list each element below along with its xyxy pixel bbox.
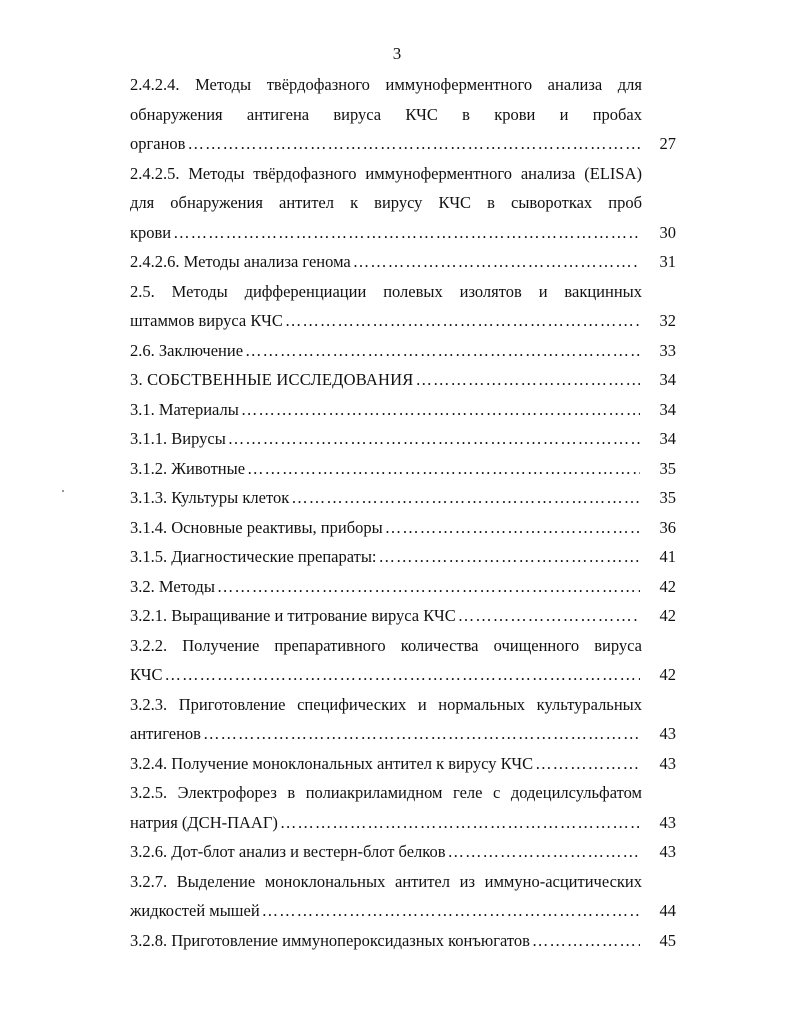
toc-entry-title: 3.1.4. Основные реактивы, приборы [130, 517, 383, 537]
dot-leader [217, 572, 640, 602]
toc-entry [130, 336, 676, 366]
toc-entry-page: 34 [659, 429, 676, 448]
dot-leader [228, 424, 640, 454]
toc-entry-page: 35 [659, 488, 676, 507]
toc-entry-title: 3.2. Методы [130, 576, 215, 596]
toc-entry-page: 32 [659, 311, 676, 330]
dot-leader [241, 395, 640, 425]
toc-entry-text-line: 2.4.2.5. Методы твёрдофазного иммуноферментного анализа (ELISA) [130, 163, 642, 183]
toc-entry-page: 42 [659, 606, 676, 625]
dot-leader [458, 601, 640, 631]
toc-entry-title: 3.2.4. Получение моноклональных антител к вирусу КЧС [130, 753, 534, 773]
toc-entry [130, 778, 676, 837]
toc-entry [130, 749, 676, 779]
toc-entry-title: 2.4.2.6. Методы анализа генома [130, 252, 351, 271]
toc-entry-page: 27 [659, 134, 676, 153]
toc-entry-page: 36 [659, 517, 676, 537]
toc-entry-title: антигенов [130, 724, 201, 743]
dot-leader [385, 513, 640, 543]
dot-leader [173, 218, 640, 248]
toc-entry-page: 43 [659, 812, 676, 832]
toc-entry-text-line: 3.2.3. Приготовление специфических и нормальных культуральных [130, 694, 642, 714]
toc-entry-title: 3.1.3. Культуры клеток [130, 488, 290, 507]
toc-entry-text-line: 2.4.2.4. Методы твёрдофазного иммуноферментного анализа для [130, 75, 642, 94]
table-of-contents [130, 70, 676, 955]
toc-entry-page: 35 [659, 458, 676, 478]
toc-entry-text-line: 2.5. Методы дифференциации полевых изолятов и вакцинных [130, 281, 642, 301]
toc-entry [130, 837, 676, 867]
toc-entry-page: 43 [659, 753, 676, 773]
toc-entry [130, 70, 676, 159]
toc-entry [130, 277, 676, 336]
toc-entry [130, 690, 676, 749]
dot-leader [415, 365, 640, 395]
dot-leader [187, 129, 640, 159]
toc-entry-text-line: 3.2.5. Электрофорез в полиакриламидном геле с додецилсульфатом [130, 783, 642, 802]
toc-entry [130, 395, 676, 425]
dot-leader [262, 896, 640, 926]
toc-entry [130, 247, 676, 277]
dot-leader [245, 336, 640, 366]
toc-entry-title: натрия (ДСН-ПААГ) [130, 812, 278, 832]
toc-entry-title: 3.1.1. Вирусы [130, 429, 226, 448]
toc-entry-title: штаммов вируса КЧС [130, 311, 283, 330]
toc-entry-text-line: для обнаружения антител к вирусу КЧС в сыворотках проб [130, 193, 642, 212]
toc-entry-title: 3.1.5. Диагностические препараты: [130, 547, 377, 566]
toc-entry-page: 44 [659, 901, 676, 920]
toc-entry-title: 3.1. Материалы [130, 399, 239, 419]
scan-speck [62, 490, 64, 492]
toc-entry-title: КЧС [130, 665, 163, 684]
toc-entry-text-line: обнаружения антигена вируса КЧС в крови и пробах [130, 104, 642, 124]
toc-entry-page: 41 [659, 547, 676, 566]
toc-entry [130, 926, 676, 956]
toc-entry [130, 867, 676, 926]
dot-leader [535, 749, 640, 779]
toc-entry-page: 33 [659, 340, 676, 360]
dot-leader [285, 306, 640, 336]
toc-entry-title: 3.2.6. Дот-блот анализ и вестерн-блот белков [130, 842, 446, 861]
toc-entry [130, 601, 676, 631]
toc-entry-title: 3.1.2. Животные [130, 458, 246, 478]
toc-entry [130, 424, 676, 454]
toc-entry-page: 45 [659, 930, 676, 950]
toc-entry [130, 159, 676, 248]
toc-entry [130, 513, 676, 543]
toc-entry-title: 3.2.1. Выращивание и титрование вируса КЧС [130, 606, 456, 625]
toc-entry-title: крови [130, 222, 172, 242]
toc-entry-title: жидкостей мышей [130, 901, 260, 920]
toc-entry [130, 542, 676, 572]
toc-entry-page: 43 [659, 842, 676, 861]
dot-leader [203, 719, 640, 749]
dot-leader [448, 837, 640, 867]
toc-entry-title: 3.2.8. Приготовление иммунопероксидазных конъюгатов [130, 930, 530, 950]
dot-leader [291, 483, 640, 513]
toc-entry [130, 572, 676, 602]
dot-leader [280, 808, 640, 838]
toc-entry-title: 3. СОБСТВЕННЫЕ ИССЛЕДОВАНИЯ [130, 370, 414, 389]
toc-entry-page: 42 [659, 576, 676, 596]
toc-entry-page: 43 [659, 724, 676, 743]
toc-entry [130, 483, 676, 513]
dot-leader [165, 660, 640, 690]
toc-entry [130, 365, 676, 395]
dot-leader [379, 542, 640, 572]
dot-leader [247, 454, 640, 484]
dot-leader [353, 247, 640, 277]
toc-entry-page: 34 [659, 370, 676, 389]
toc-entry-title: органов [130, 134, 186, 153]
toc-entry-page: 34 [659, 399, 676, 419]
dot-leader [532, 926, 640, 956]
toc-entry-page: 42 [659, 665, 676, 684]
toc-entry-page: 31 [659, 252, 676, 271]
toc-entry-text-line: 3.2.2. Получение препаративного количества очищенного вируса [130, 635, 642, 655]
toc-entry [130, 454, 676, 484]
toc-entry-text-line: 3.2.7. Выделение моноклональных антител из иммуно-асцитических [130, 871, 642, 891]
toc-entry-page: 30 [659, 222, 676, 242]
toc-entry [130, 631, 676, 690]
toc-entry-title: 2.6. Заключение [130, 340, 244, 360]
page-number: 3 [392, 44, 402, 63]
